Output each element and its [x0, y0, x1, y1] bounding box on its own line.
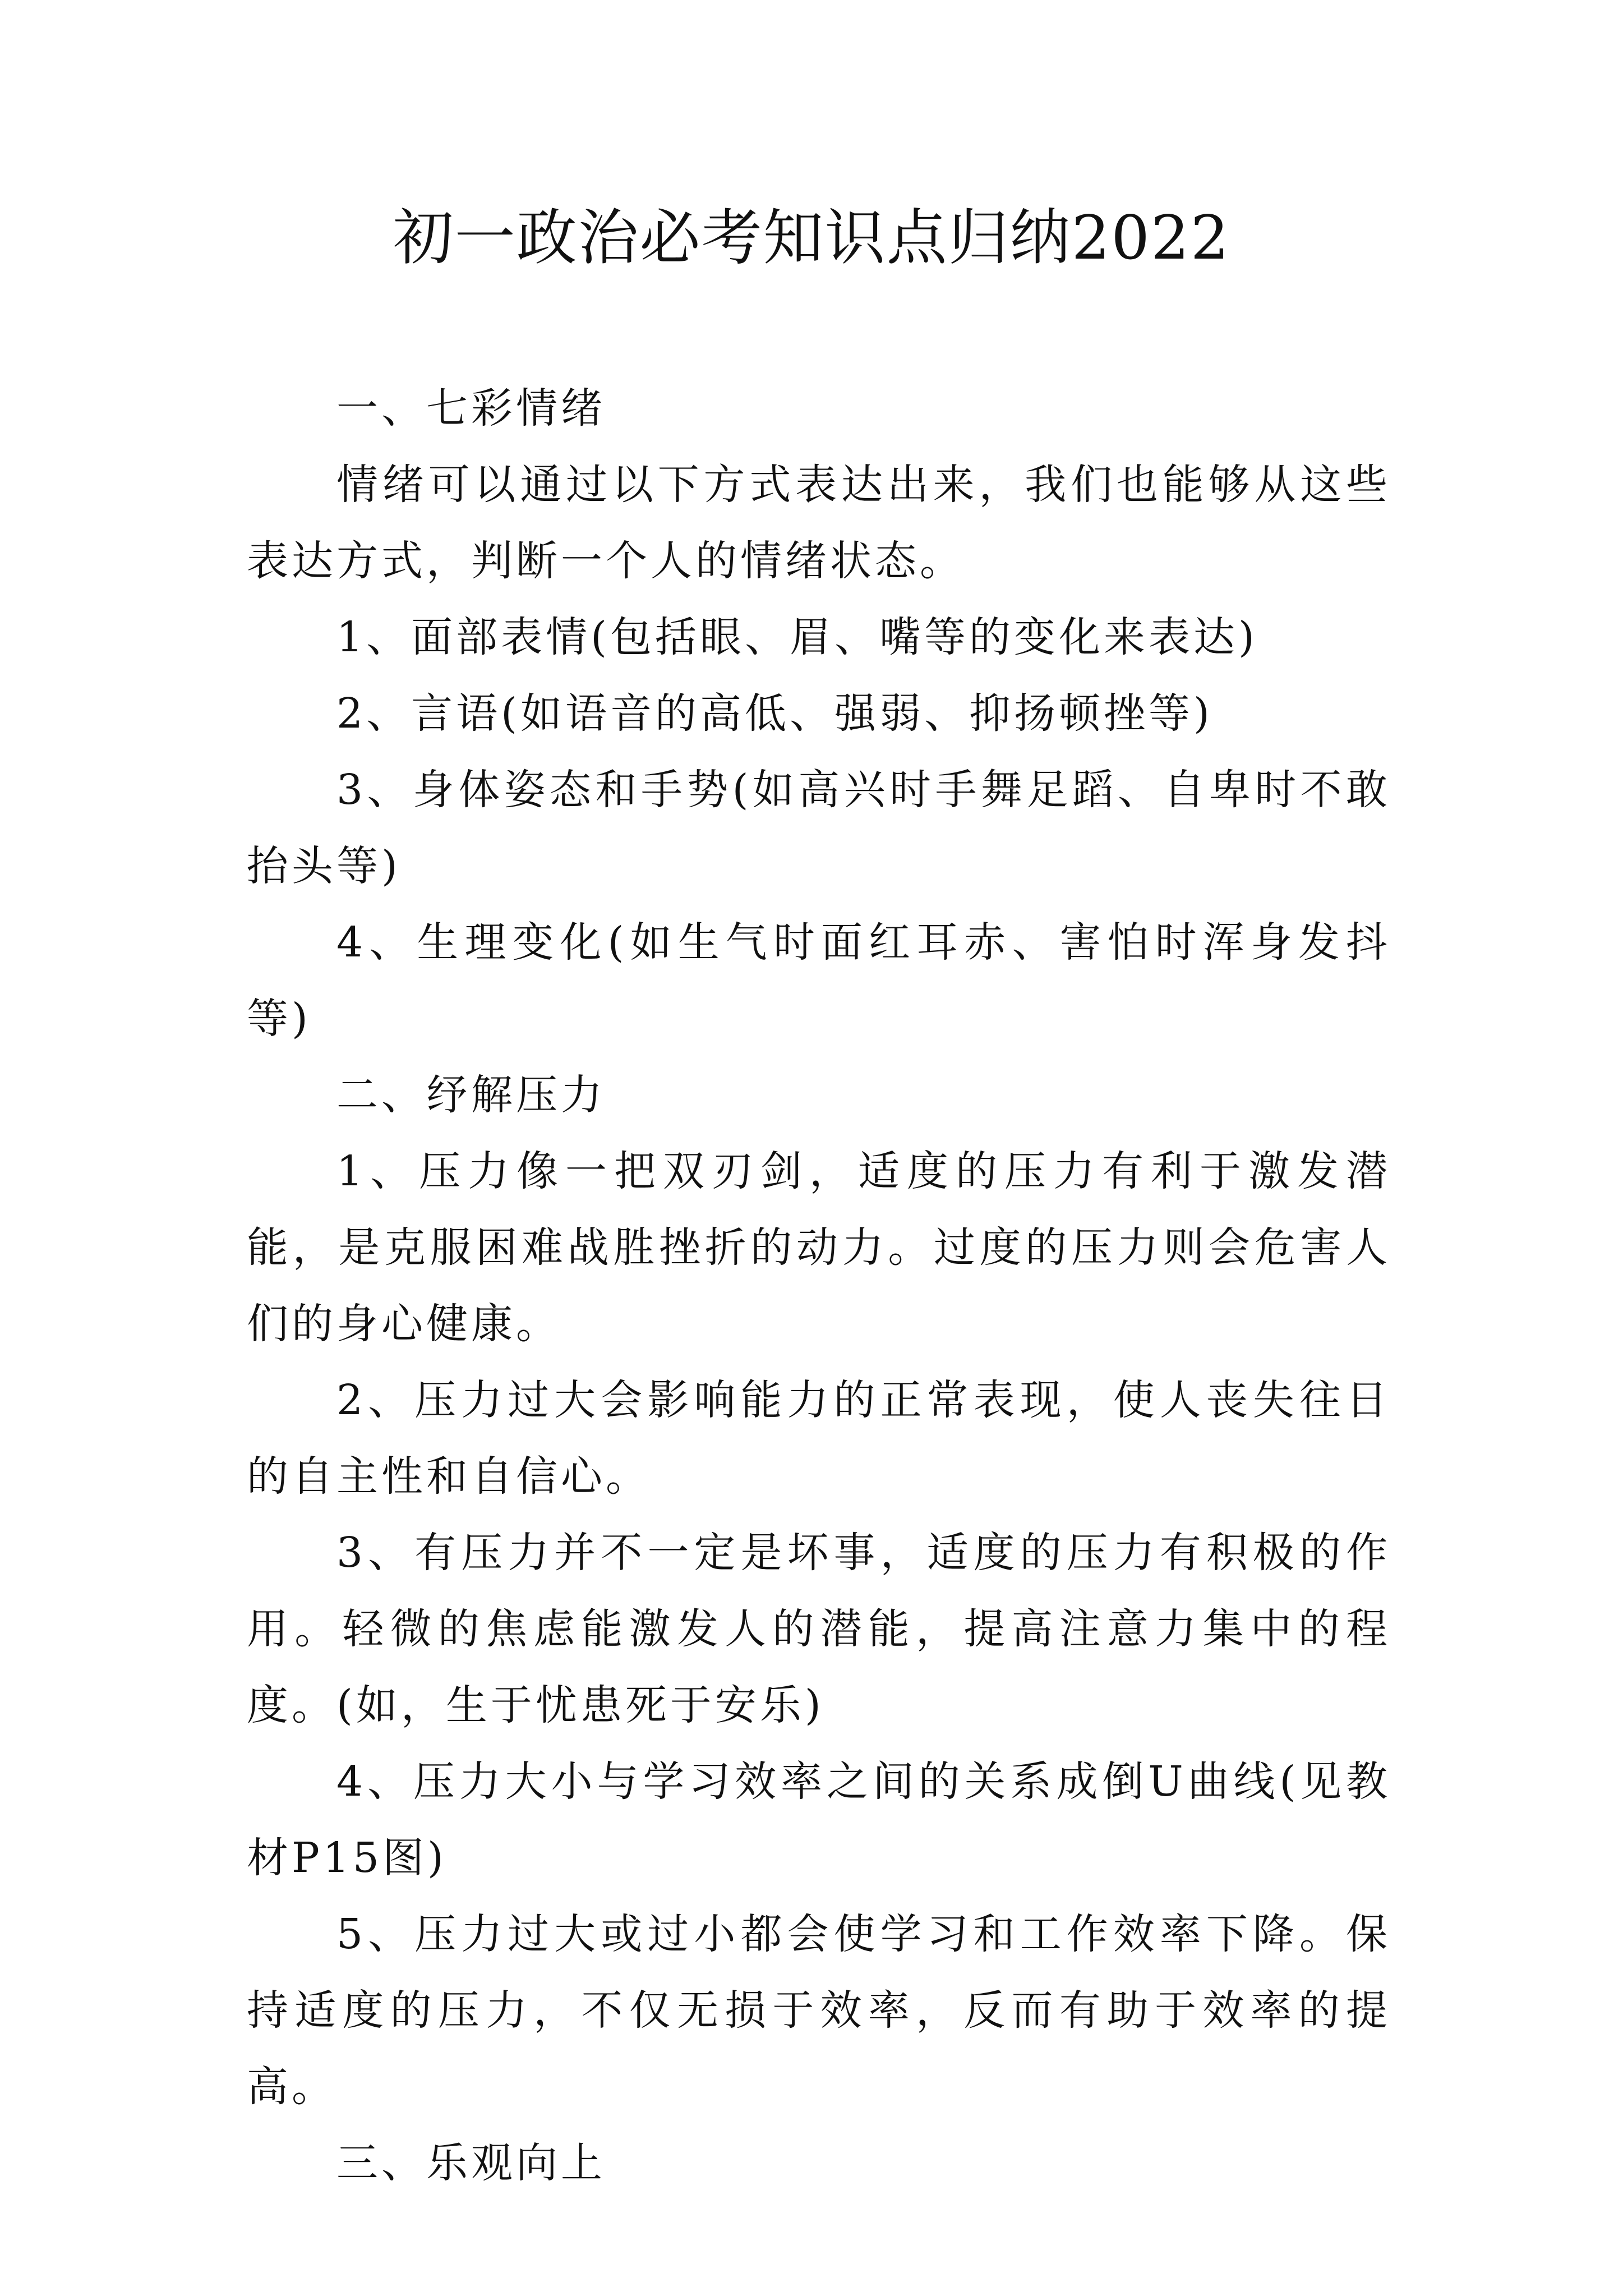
- section-heading-stress: 二、纾解压力: [336, 1071, 606, 1119]
- section-heading-optimism: 三、乐观向上: [336, 2139, 606, 2187]
- list-item-physiological-change: 4、生理变化(如生气时面红耳赤、害怕时浑身发抖等): [247, 918, 1391, 1043]
- paragraph-emotion-expression: 情绪可以通过以下方式表达出来，我们也能够从这些表达方式，判断一个人的情绪状态。: [247, 461, 1391, 585]
- list-item-stress-positive: 3、有压力并不一定是坏事，适度的压力有积极的作用。轻微的焦虑能激发人的潜能，提高注意力集中的程度。(如，生于忧患死于安乐): [247, 1529, 1391, 1729]
- document-body: [247, 370, 1391, 2201]
- list-item-body-posture: 3、身体姿态和手势(如高兴时手舞足蹈、自卑时不敢抬头等): [247, 766, 1391, 890]
- list-item-stress-double-edged: 1、压力像一把双刃剑，适度的压力有利于激发潜能，是克服困难战胜挫折的动力。过度的压力则会危害人们的身心健康。: [247, 1147, 1391, 1348]
- document-title: 初一政治必考知识点归纳2022: [393, 203, 1230, 273]
- list-item-facial-expression: 1、面部表情(包括眼、眉、嘴等的变化来表达): [336, 613, 1258, 661]
- list-item-stress-efficiency: 5、压力过大或过小都会使学习和工作效率下降。保持适度的压力，不仅无损于效率，反而有助于效率的提高。: [247, 1910, 1391, 2111]
- section-heading-emotions: 一、七彩情绪: [336, 384, 606, 432]
- list-item-speech: 2、言语(如语音的高低、强弱、抑扬顿挫等): [336, 689, 1213, 738]
- list-item-stress-u-curve: 4、压力大小与学习效率之间的关系成倒U曲线(见教材P15图): [247, 1757, 1391, 1882]
- list-item-stress-too-high: 2、压力过大会影响能力的正常表现，使人丧失往日的自主性和自信心。: [247, 1376, 1391, 1501]
